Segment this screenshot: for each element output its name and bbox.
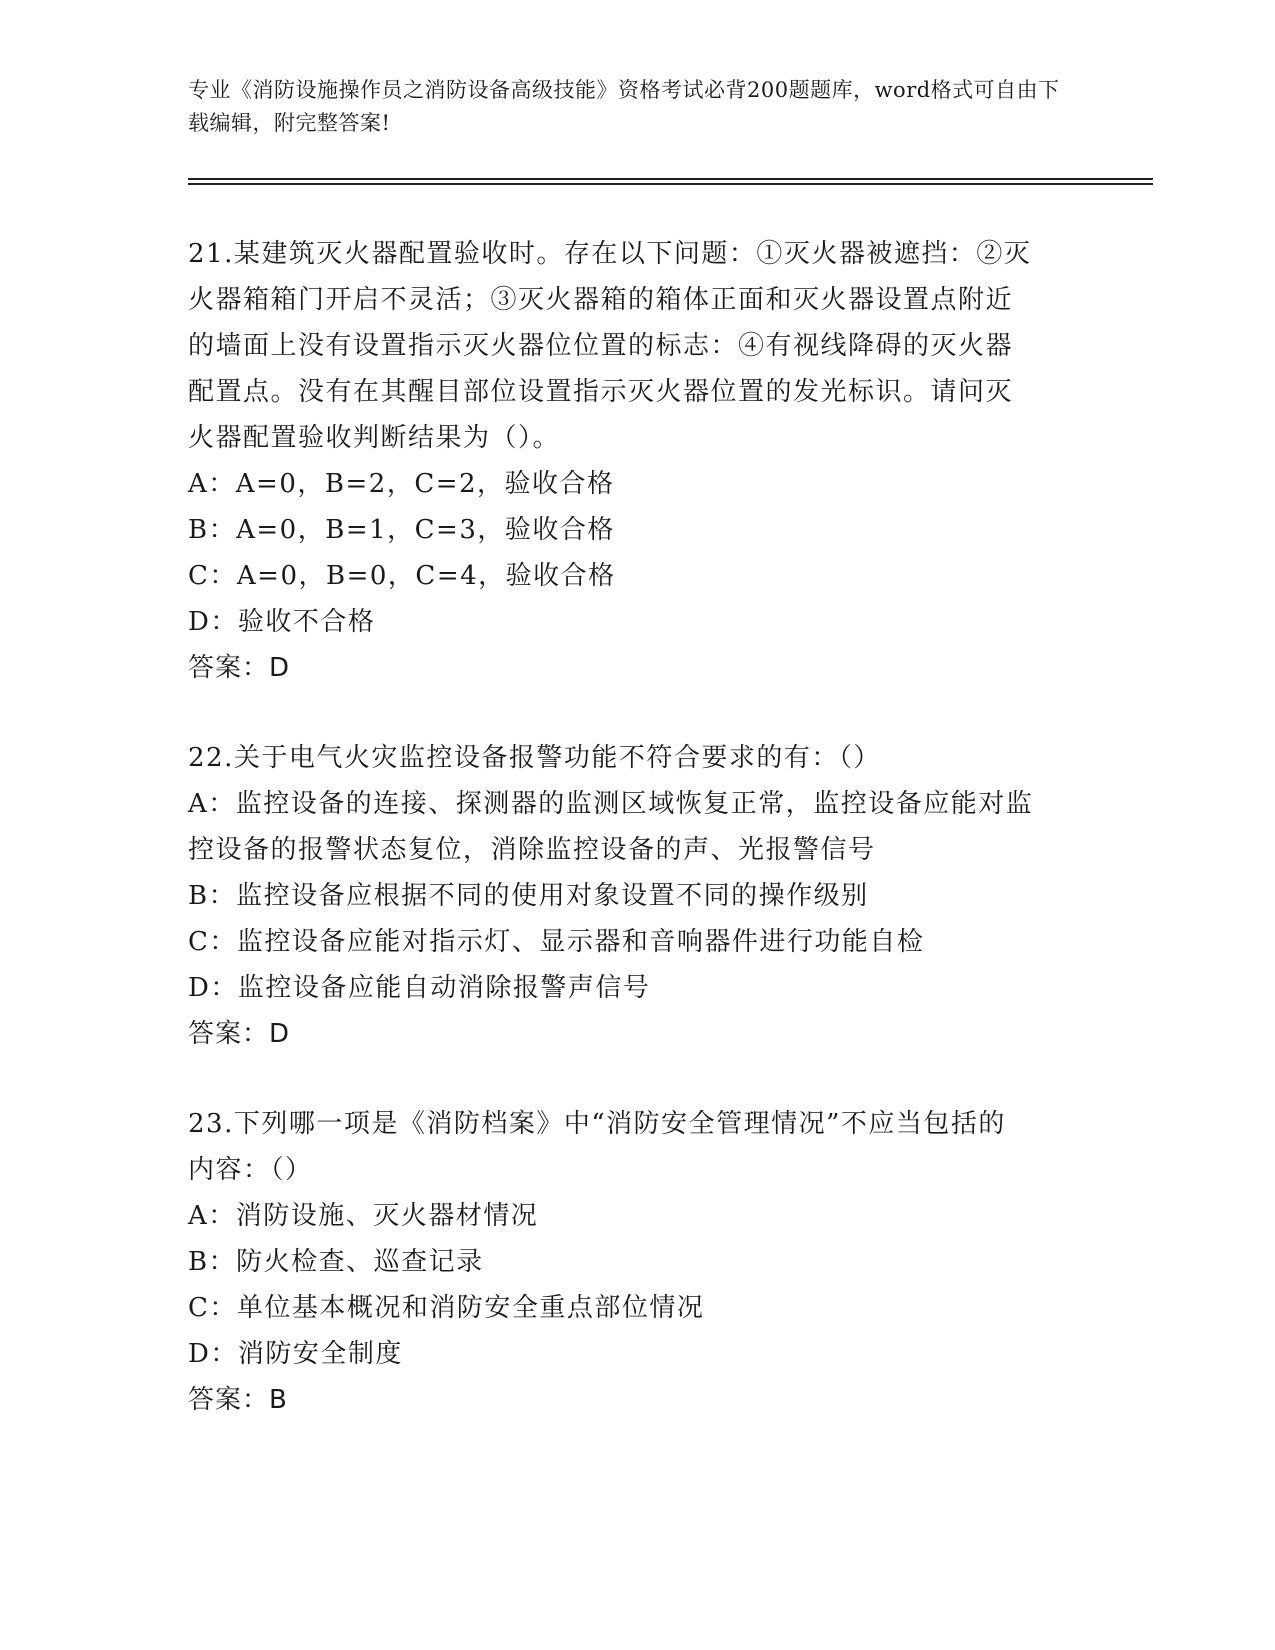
option-a: A：监控设备的连接、探测器的监测区域恢复正常，监控设备应能对监 <box>188 789 1034 819</box>
question-text-line: 23.下列哪一项是《消防档案》中“消防安全管理情况”不应当包括的 <box>188 1109 1006 1139</box>
question-21 <box>188 231 1068 691</box>
option-c: C：监控设备应能对指示灯、显示器和音响器件进行功能自检 <box>188 927 925 957</box>
option-a: A：A=0，B=2，C=2，验收合格 <box>188 469 615 499</box>
option-d: D：验收不合格 <box>188 607 376 637</box>
answer: 答案：D <box>188 653 291 683</box>
question-text-line: 配置点。没有在其醒目部位设置指示灭火器位置的发光标识。请问灭 <box>188 377 1014 407</box>
question-text-line: 21.某建筑灭火器配置验收时。存在以下问题：①灭火器被遮挡：②灭 <box>188 239 1032 269</box>
option-c: C：单位基本概况和消防安全重点部位情况 <box>188 1293 705 1323</box>
question-list <box>188 231 1068 1467</box>
option-a: A：消防设施、灭火器材情况 <box>188 1201 539 1231</box>
header-divider-top <box>188 178 1153 180</box>
question-text-line: 火器配置验收判断结果为（）。 <box>188 423 561 453</box>
question-text-line: 22.关于电气火灾监控设备报警功能不符合要求的有：（） <box>188 743 881 773</box>
option-d: D：监控设备应能自动消除报警声信号 <box>188 973 651 1003</box>
question-23 <box>188 1101 1068 1423</box>
answer: 答案：B <box>188 1385 288 1415</box>
option-d: D：消防安全制度 <box>188 1339 403 1369</box>
question-text-line: 内容：（） <box>188 1155 313 1185</box>
document-header: 专业《消防设施操作员之消防设备高级技能》资格考试必背200题题库，word格式可自由下载编辑，附完整答案! <box>188 78 1060 135</box>
answer: 答案：D <box>188 1019 291 1049</box>
question-text-line: 火器箱箱门开启不灵活；③灭火器箱的箱体正面和灭火器设置点附近 <box>188 285 1014 315</box>
question-text-line: 的墙面上没有设置指示灭火器位位置的标志：④有视线降碍的灭火器 <box>188 331 1014 361</box>
option-a-continued: 控设备的报警状态复位，消除监控设备的声、光报警信号 <box>188 835 876 865</box>
question-22 <box>188 735 1068 1057</box>
option-b: B：A=0，B=1，C=3，验收合格 <box>188 515 615 545</box>
option-b: B：防火检查、巡查记录 <box>188 1247 484 1277</box>
option-c: C：A=0，B=0，C=4，验收合格 <box>188 561 616 591</box>
header-divider-bottom <box>188 183 1153 185</box>
option-b: B：监控设备应根据不同的使用对象设置不同的操作级别 <box>188 881 869 911</box>
